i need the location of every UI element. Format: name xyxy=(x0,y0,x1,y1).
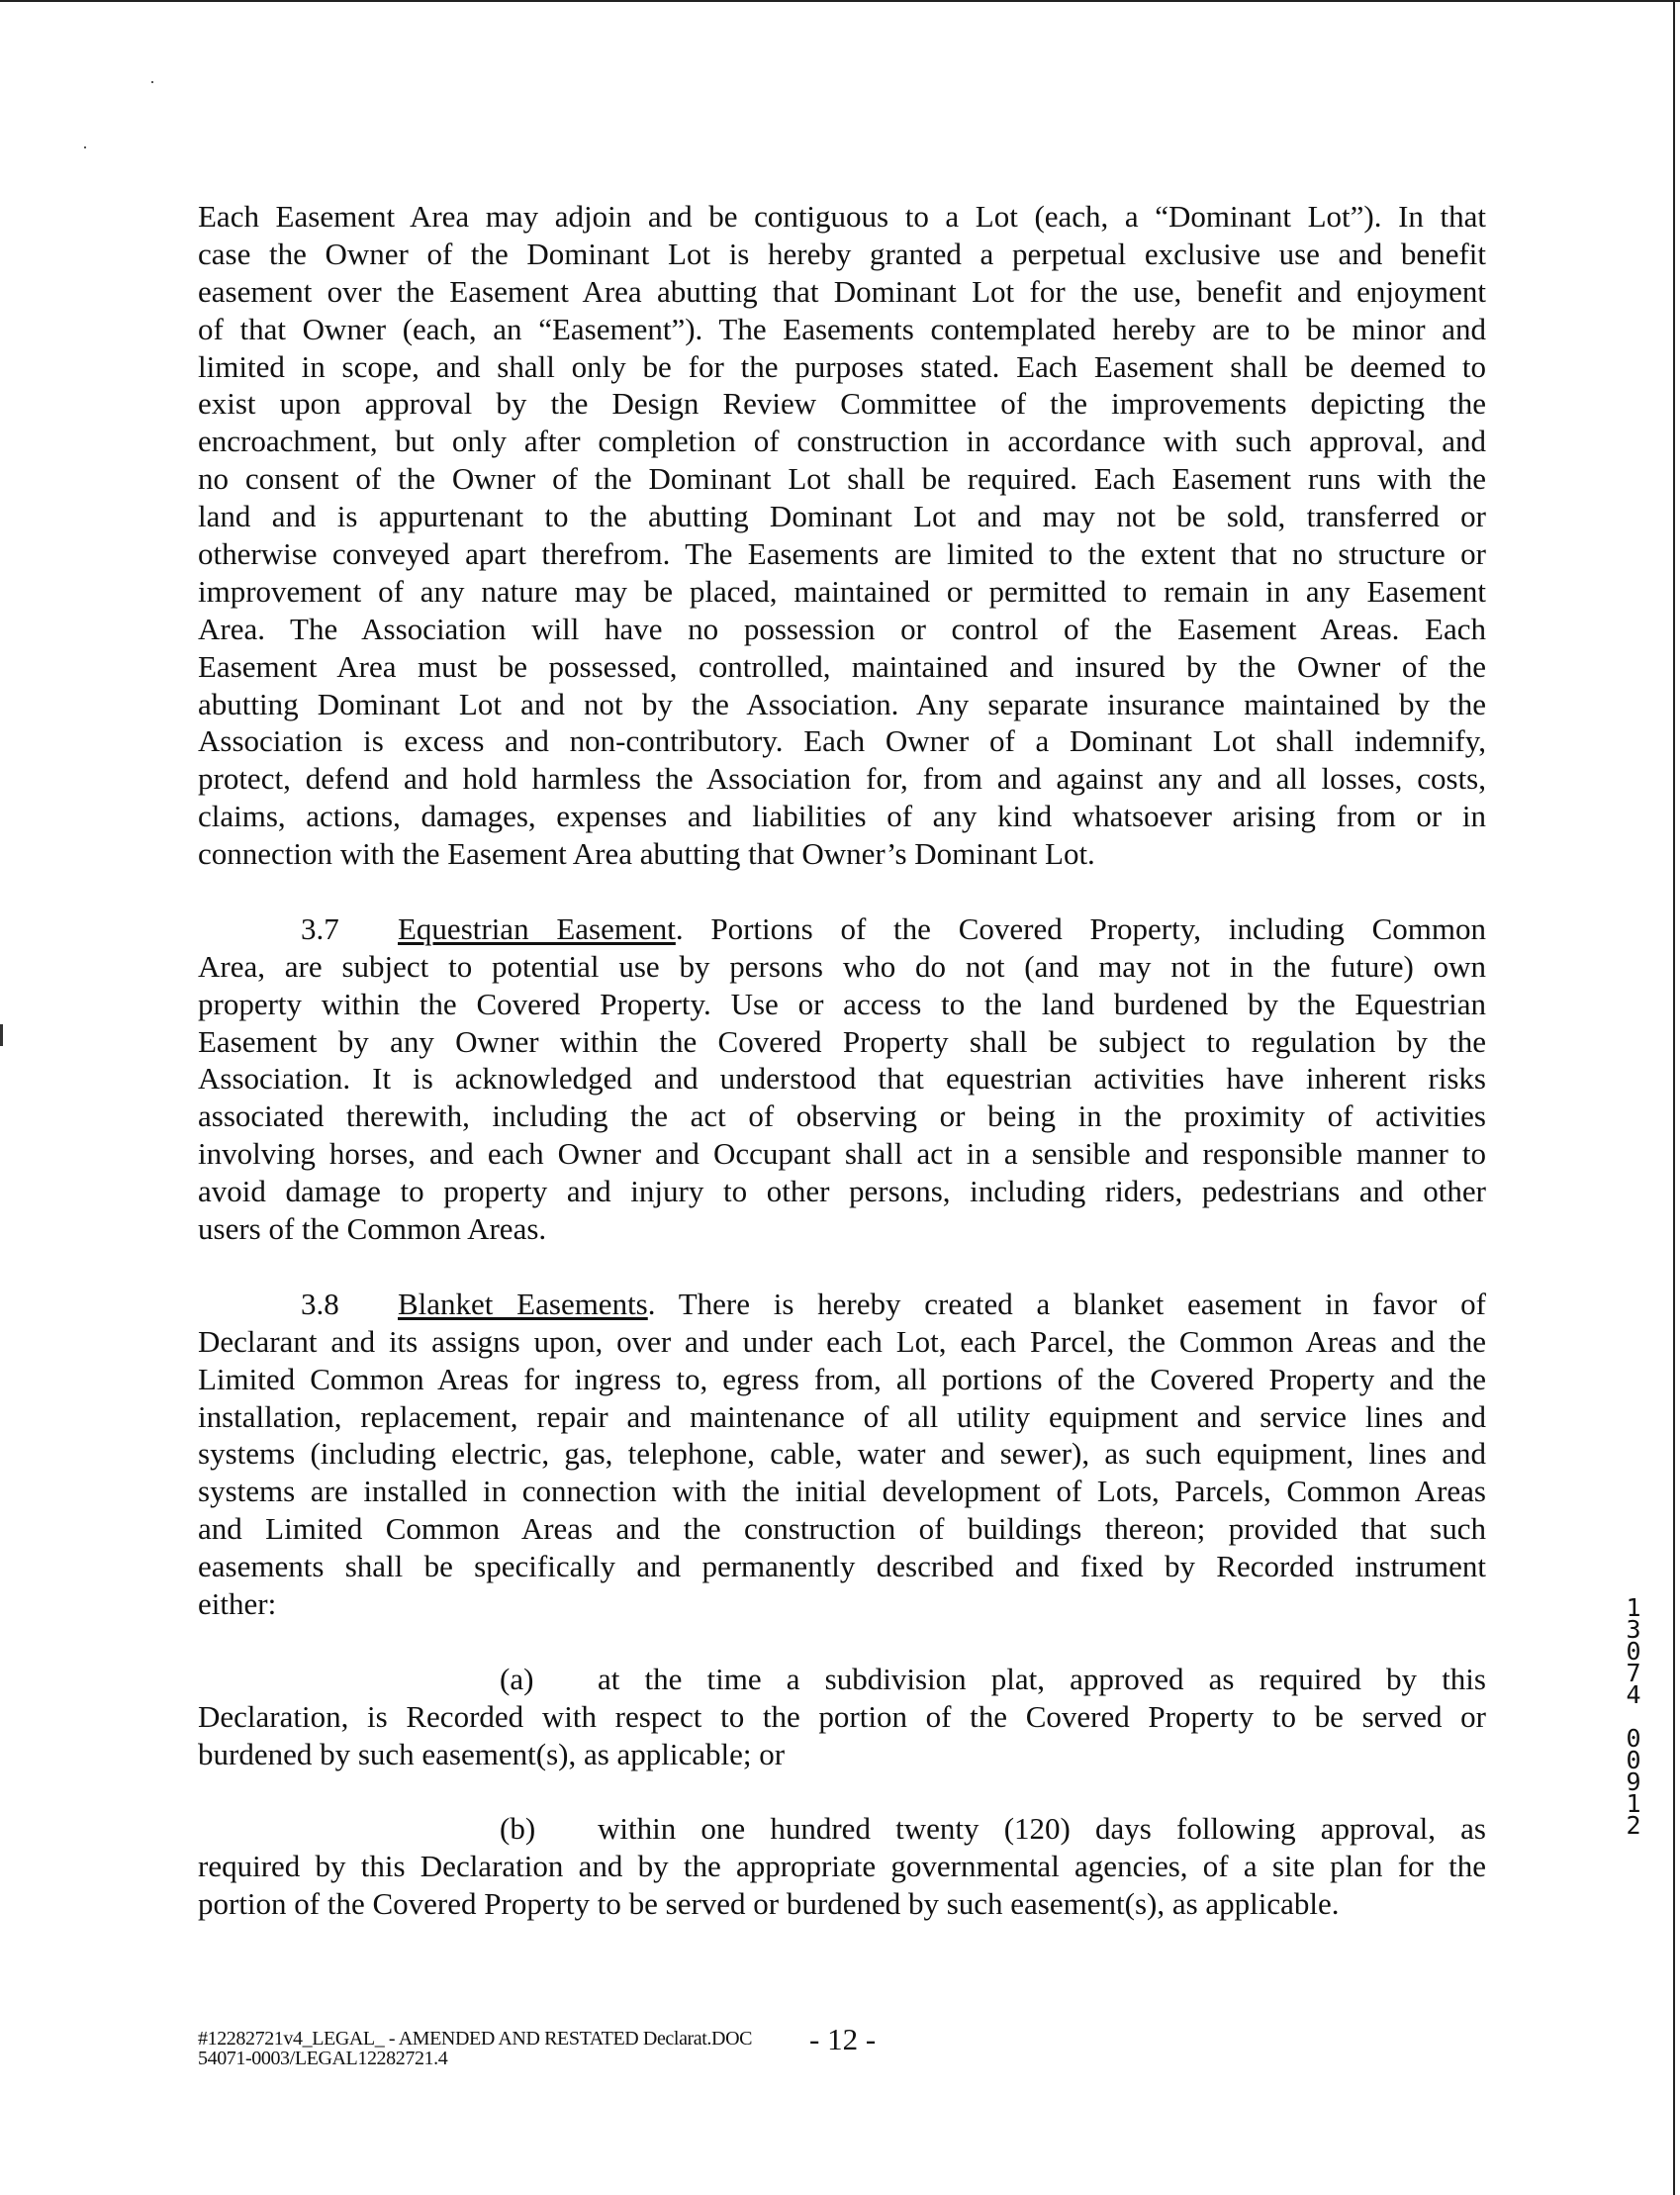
stamp-digit: 9 xyxy=(1626,1767,1641,1796)
scan-speck xyxy=(84,146,86,148)
paragraph-line: Declarant and its assigns upon, over and under each Lot, each Parcel, the Common Areas and the xyxy=(198,1323,1486,1359)
paragraph-line: encroachment, but only after completion of construction in accordance with such approval, and xyxy=(198,424,1486,459)
subitem-text: at the time a subdivision plat, approved as required by this xyxy=(598,1661,1486,1696)
section-text: . There is hereby created a blanket easement in favor of xyxy=(647,1286,1486,1321)
stamp-digit: 1 xyxy=(1626,1789,1641,1818)
paragraph-line: Association. It is acknowledged and understood that equestrian activities have inherent risks xyxy=(198,1061,1486,1097)
section-text: . Portions of the Covered Property, including Common xyxy=(675,910,1486,946)
paragraph-line: involving horses, and each Owner and Occupant shall act in a sensible and responsible manner to xyxy=(198,1136,1486,1172)
paragraph-line: property within the Covered Property. Use or access to the land burdened by the Equestrian xyxy=(198,986,1486,1021)
paragraph-line: easements shall be specifically and permanently described and fixed by Recorded instrument xyxy=(198,1549,1486,1584)
paragraph-line: connection with the Easement Area abutting that Owner’s Dominant Lot. xyxy=(198,836,1095,872)
paragraph-line: exist upon approval by the Design Review Committee of the improvements depicting the xyxy=(198,386,1486,422)
paragraph-line: Easement by any Owner within the Covered Property shall be subject to regulation by the xyxy=(198,1023,1486,1059)
section-first-line xyxy=(198,910,1486,948)
paragraph-line: Declaration, is Recorded with respect to the portion of the Covered Property to be served or xyxy=(198,1698,1486,1734)
paragraph-line: Area, are subject to potential use by persons who do not (and may not in the future) own xyxy=(198,948,1486,984)
section-number: 3.8 xyxy=(301,1286,339,1321)
paragraph-line: systems are installed in connection with the initial development of Lots, Parcels, Common Areas xyxy=(198,1474,1486,1509)
paragraph-line: Easement Area must be possessed, controlled, maintained and insured by the Owner of the xyxy=(198,648,1486,684)
paragraph-line: either: xyxy=(198,1585,277,1621)
subitem-label: (a) xyxy=(500,1661,534,1696)
paragraph-line: Limited Common Areas for ingress to, egress from, all portions of the Covered Property and the xyxy=(198,1361,1486,1396)
paragraph-line: case the Owner of the Dominant Lot is hereby granted a perpetual exclusive use and benefit xyxy=(198,236,1486,271)
footer-doc-ref: 54071-0003/LEGAL12282721.4 xyxy=(198,2048,448,2069)
paragraph-line: of that Owner (each, an “Easement”). The Easements contemplated hereby are to be minor and xyxy=(198,311,1486,346)
subitem-first-line xyxy=(198,1810,1486,1848)
paragraph-line: Each Easement Area may adjoin and be contiguous to a Lot (each, a “Dominant Lot”). In that xyxy=(198,199,1486,234)
stamp-digit: 2 xyxy=(1626,1811,1641,1840)
blank-line xyxy=(198,1248,1486,1286)
paragraph-line: otherwise conveyed apart therefrom. The Easements are limited to the extent that no structure or xyxy=(198,536,1486,572)
stamp-digit: 3 xyxy=(1626,1615,1641,1644)
blank-line xyxy=(198,1623,1486,1661)
paragraph-line: land and is appurtenant to the abutting Dominant Lot and may not be sold, transferred or xyxy=(198,499,1486,534)
scan-border-right xyxy=(1673,0,1675,2195)
stamp-digit: 0 xyxy=(1626,1746,1641,1774)
stamp-digit: 1 xyxy=(1626,1593,1641,1622)
scan-edge-mark xyxy=(0,1024,3,1046)
stamp-digit: 7 xyxy=(1626,1659,1641,1687)
paragraph-line: abutting Dominant Lot and not by the Association. Any separate insurance maintained by the xyxy=(198,686,1486,721)
scan-border-top xyxy=(0,0,1680,2)
section-heading: Equestrian Easement xyxy=(398,910,676,946)
scan-speck xyxy=(151,81,153,83)
section-number: 3.7 xyxy=(301,910,339,946)
paragraph-line: required by this Declaration and by the appropriate governmental agencies, of a site plan for the xyxy=(198,1849,1486,1884)
recording-stamp-number xyxy=(1619,1593,1648,1840)
paragraph-line: improvement of any nature may be placed, maintained or permitted to remain in any Easement xyxy=(198,573,1486,609)
section-heading: Blanket Easements xyxy=(398,1286,648,1321)
paragraph-line: users of the Common Areas. xyxy=(198,1211,547,1247)
paragraph-line: associated therewith, including the act of observing or being in the proximity of activities xyxy=(198,1098,1486,1134)
document-page xyxy=(198,198,1486,1923)
paragraph-line: installation, replacement, repair and maintenance of all utility equipment and service lines and xyxy=(198,1398,1486,1434)
paragraph-line: protect, defend and hold harmless the Association for, from and against any and all losses, costs, xyxy=(198,761,1486,797)
paragraph-line: limited in scope, and shall only be for the purposes stated. Each Easement shall be deemed to xyxy=(198,348,1486,384)
subitem-first-line xyxy=(198,1661,1486,1698)
subitem-text: within one hundred twenty (120) days following approval, as xyxy=(598,1811,1486,1847)
stamp-digit: 4 xyxy=(1626,1680,1641,1709)
paragraph-line: Area. The Association will have no possession or control of the Easement Areas. Each xyxy=(198,611,1486,646)
paragraph-line: Association is excess and non-contributory. Each Owner of a Dominant Lot shall indemnify, xyxy=(198,723,1486,759)
paragraph-line: portion of the Covered Property to be served or burdened by such easement(s), as applicable. xyxy=(198,1886,1340,1922)
paragraph-line: burdened by such easement(s), as applicable; or xyxy=(198,1736,786,1771)
subitem-label: (b) xyxy=(500,1811,536,1847)
paragraph-line: claims, actions, damages, expenses and liabilities of any kind whatsoever arising from or in xyxy=(198,799,1486,834)
paragraph-line: no consent of the Owner of the Dominant Lot shall be required. Each Easement runs with the xyxy=(198,461,1486,497)
section-first-line xyxy=(198,1286,1486,1323)
footer xyxy=(198,2029,752,2068)
blank-line xyxy=(198,873,1486,910)
stamp-digit: 0 xyxy=(1626,1724,1641,1753)
paragraph-line: and Limited Common Areas and the construction of buildings thereon; provided that such xyxy=(198,1511,1486,1547)
blank-line xyxy=(198,1772,1486,1810)
footer-doc-id: #12282721v4_LEGAL_ - AMENDED AND RESTATED Declarat.DOC xyxy=(198,2028,753,2050)
paragraph-line: systems (including electric, gas, telephone, cable, water and sewer), as such equipment, lines and xyxy=(198,1436,1486,1472)
paragraph-line: easement over the Easement Area abutting that Dominant Lot for the use, benefit and enjoyment xyxy=(198,273,1486,309)
page-number: - 12 - xyxy=(809,2022,877,2056)
stamp-digit: 0 xyxy=(1626,1637,1641,1666)
paragraph-line: avoid damage to property and injury to other persons, including riders, pedestrians and other xyxy=(198,1174,1486,1209)
